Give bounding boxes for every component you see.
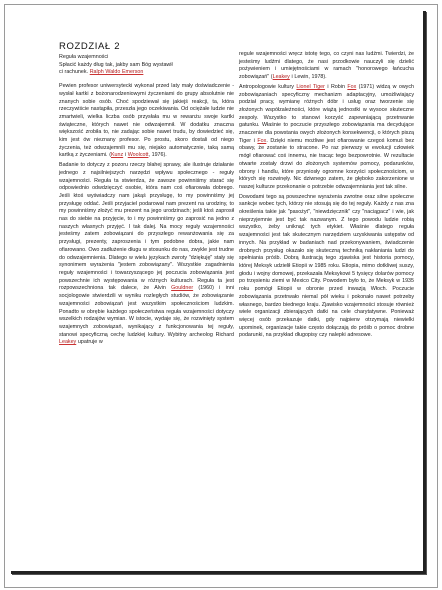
highlighted-name: Lionel Tiger <box>296 83 325 90</box>
paragraph <box>59 162 234 347</box>
left-body <box>59 83 234 347</box>
highlighted-name: Woolcott <box>127 152 149 159</box>
chapter-subtitle <box>59 54 234 77</box>
paragraph-text: , 1976). <box>148 152 167 159</box>
right-column <box>239 51 414 342</box>
paragraph-text: i <box>123 152 128 159</box>
paragraph-text: (1960) i inni socjologowie stwierdzili w wyniku rozległych studiów, że zobowiązanie wzajemności zobowiązań jest wszystkim społecznościom ludzkim. Ponadto w obrębie każdego społeczeństwa reguła wzajemności dotyczy wszelkich rodzajów wymian. W istocie, wydaje się, że rozwinięty system wzajemnych zobowiązań, wynikający z funkcjonowania tej reguły, stanowi specyficzną cechę ludzkiej kultury. Wybitny archeolog Richard <box>59 285 234 338</box>
paragraph-text: . Dzięki niemu możliwe jest ofiarowanie czegoś komuś bez obawy, że zostanie to stracone. Po raz pierwszy w ewolucji człowiek mógł ofiarować coś innemu, nie tracąc tego bezpowrotnie. W rezultacie otwarte zostały drzwi do złożonych systemów pomocy, podarunków, obrony i handlu, które przyniosły ogromne korzyści społecznościom, w których się rozwinęły. Nic dziwnego zatem, że głęboko zakorzenione w naszej kulturze przekonanie o potrzebie odwzajemniania jest tak silne. <box>239 137 414 190</box>
highlighted-name: Fox <box>257 137 267 144</box>
paragraph-text: i Robin <box>324 83 348 90</box>
highlighted-name: Fox <box>347 83 357 90</box>
paragraph-text: i Lewin, 1978). <box>289 74 327 81</box>
paragraph-text: Dowodami tego są powszechne wyrażenia zwrotne oraz silne społeczne sankcje wobec tych, którzy nie stosują się do tej reguły. Każdy z nas zna określenia takie jak "pasożyt", "niewdzięcznik" czy "naciągacz" i wie, jak nieprzyjemnie jest być tak nazwanym. Z tego powodu ludzie robią wszystko, żeby uniknąć tych etykiet. Właśnie dlatego reguła wzajemności jest tak skutecznym narzędziem uzyskiwania ustępstw od innych. Na przykład w badaniach nad przekonywaniem, świadczenie drobnych przysług okazało się skuteczną techniką nakłaniania ludzi do spełniania próśb. Dobrą ilustracją tego zjawiska jest historia pomocy, której Meksyk udzielił Etiopii w 1985 roku. Etiopia, mimo dotkliwej suszy, głodu i wojny domowej, przekazała Meksykowi 5 tysięcy dolarów pomocy po trzęsieniu ziemi w Mexico City. Powodem było to, że Meksyk w 1935 roku pomógł Etiopii w obronie przed inwazją Włoch. Poczucie zobowiązania przetrwało niemal pół wieku i pokonało nawet potrzeby własnego, bardzo biednego kraju. Zjawisko wzajemności stosuje również wiele organizacji zbierających datki na cele charytatywne. Ponieważ więcej osób przekazuje datki, gdy najpierw otrzymają niewielki upominek, organizacje takie często dołączają do próśb o pomoc drobne podarunki, na przykład długopisy czy nalepki adresowe. <box>239 193 414 339</box>
epigraph-author: Ralph Waldo Emerson <box>89 69 144 76</box>
paragraph <box>239 194 414 340</box>
right-body <box>239 51 414 340</box>
highlighted-name: Kunz <box>110 152 124 159</box>
paragraph <box>239 84 414 192</box>
epigraph-line: Spłacić każdy dług tak, jakby sam Bóg wystawił <box>59 61 173 68</box>
chapter-title: ROZDZIAŁ 2 <box>59 41 121 52</box>
paragraph <box>59 83 234 160</box>
highlighted-name: Gouldner <box>171 285 194 292</box>
paragraph-text: Antropologowie kultury <box>239 83 297 90</box>
highlighted-name: Leakey <box>59 339 77 346</box>
paragraph-text: upatruje w <box>76 339 103 346</box>
paragraph <box>239 51 414 82</box>
paragraph-text: regule wzajemności wręcz istotę tego, co czyni nas ludźmi. Twierdzi, że jesteśmy ludźmi dlatego, że nasi przodkowie nauczyli się dzielić pożywieniem i umiejętnościami w ramach "honorowego łańcucha zobowiązań" ( <box>239 51 414 81</box>
paragraph-text: Badanie to dotyczy z pozoru rzeczy błahej sprawy, ale ilustruje działanie jednego z najsilniejszych narzędzi wpływu społecznego - reguły wzajemności. Reguła ta stwierdza, że zawsze powinniśmy starać się odpowiednio odwdzięczyć osobie, która nam coś ofiarowała dobrego. Jeśli ktoś wyświadczy nam jakąś przysługę, to my powinniśmy jej przysługę oddać. Jeśli przyjaciel podarował nam prezent na urodziny, to my powinniśmy złożyć mu prezent na jego urodzinach; jeśli ktoś zaprosił nas do siebie na przyjęcie, to i my powinniśmy go zaprosić na jedno z naszych własnych przyjęć. I tak dalej. Na mocy reguły wzajemności jesteśmy zatem zobowiązani do przyszłego rewanżowania się za przysługi, prezenty, zaproszenia i tym podobne dobra, jakie nam ofiarowano. Owo zadłużenie długu w stosunku do nas, zwykle jest trudne do odwzajemnienia. Dlatego w wielu językach zwroty "dziękuję" stały się synonimem wyrażenia "jestem zobowiązany". Wszystkie zagadnienia reguły wzajemności i towarzyszącego jej poczucia zobowiązania jest powszechnie ich występowania w różnych kulturach. Reguła ta jest rozpowszechniona tak dalece, że Alvin <box>59 162 234 292</box>
paragraph-text: Pewien profesor uniwersytecki wykonał przed laty mały doświadczenie - wysłał kartki z bożonarodzeniowymi życzeniami do grupy absolutnie nie znanych sobie osób. Choć spodziewał się jakiejś reakcji, ta, która rzeczywiście nastąpiła, przeszła jego oczekiwania. Od ociężałe ludzie nie zmartwieli, wielka liczba osób przysłała mu w rewanżu swoje kartki świąteczne, których nawet nie odwzajemnił. W dodatku znaczna większość zrobiła to, nie zadając sobie nawet trudu, by dowiedzieć się, kim jest ów nieznany profesor. Po prostu, skoro dostali od niego życzenia, też odwzajemnili mu się, niejako automatycznie, taką samą kartką z życzeniami. ( <box>59 83 234 159</box>
left-column <box>59 41 234 349</box>
document-page <box>11 11 426 574</box>
paragraph-text: (1971) widzą w owych zobowiązaniach specyficzny mechanizm adaptacyjny, umożliwiający podział pracy, wymianę różnych dóbr i usług oraz tworzenie się złożonych współzależności, które wiążą jednostki w wysoce skuteczne zespoły. Wszystko to stanowi korzyść zapewniającą przetrwanie gatunku. Właśnie to poczucie przyszłego zobowiązania ma decydujące znaczenie dla powstania owych złożonych konsekwencji, o których piszą Tiger i <box>239 83 414 144</box>
document-viewer <box>4 4 438 588</box>
epigraph-line-end: ci rachunek. <box>59 69 89 76</box>
highlighted-name: Leakey <box>272 74 290 81</box>
subtitle-line-1: Reguła wzajemności <box>59 54 109 60</box>
